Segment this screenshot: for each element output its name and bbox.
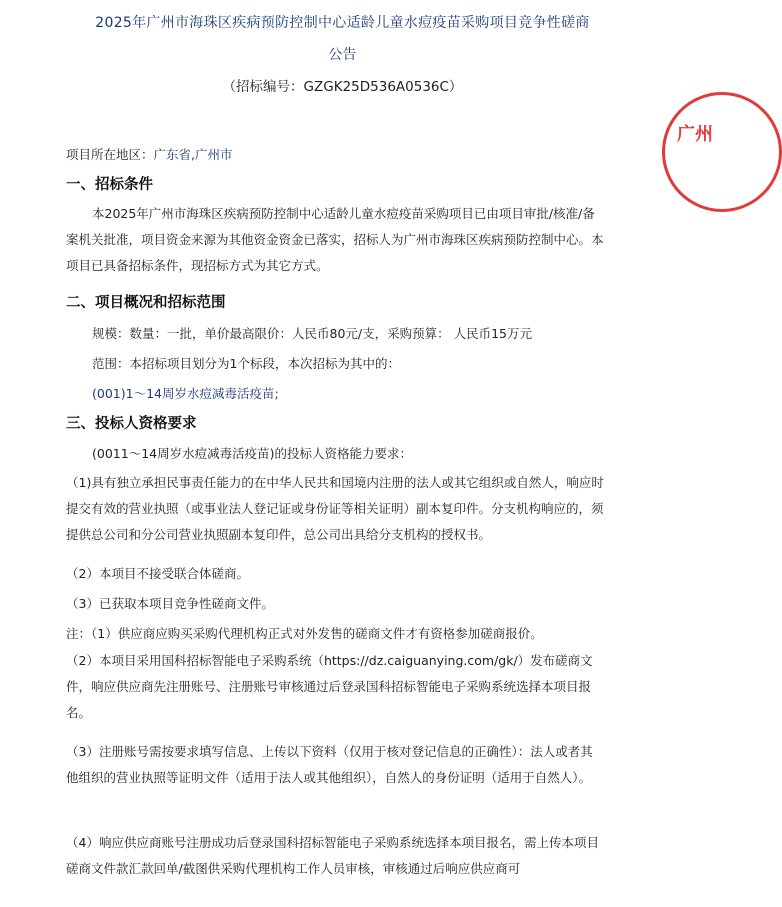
tender-number: （招标编号：GZGK25D536A0536C） [222,79,463,95]
location-value: 广东省,广州市 [153,147,233,162]
note-3: （3）注册账号需按要求填写信息、上传以下资料（仅用于核对登记信息的正确性）：法人或者其他组织的营业执照等证明文件（适用于法人或其他组织），自然人的身份证明（适用于自然人）。 [66,744,593,785]
section3-heading: 三、投标人资格要求 [66,416,197,432]
official-seal [662,92,782,212]
note-4: （4）响应供应商账号注册成功后登录国科招标智能电子采购系统选择本项目报名，需上传本项目磋商文件款汇款回单/截图供采购代理机构工作人员审核，审核通过后响应供应商可 [66,835,599,876]
requirements-intro: (0011～14周岁水痘减毒活疫苗)的投标人资格能力要求： [92,446,412,461]
note-2: （2）本项目采用国科招标智能电子采购系统（https://dz.caiguanying.com/gk/）发布磋商文件，响应供应商先注册账号、注册账号审核通过后登录国科招标智能电子采购系统选择本项目报名。 [66,653,593,720]
location-row [66,145,233,163]
location-label: 项目所在地区： [66,147,154,162]
lot-line: (001)1～14周岁水痘减毒活疫苗; [92,386,279,401]
section1-heading: 一、招标条件 [66,177,153,193]
note-1: 注：（1）供应商应购买采购代理机构正式对外发售的磋商文件才有资格参加磋商报价。 [66,626,543,641]
requirement-2: （2）本项目不接受联合体磋商。 [66,566,249,581]
section1-paragraph: 本2025年广州市海珠区疾病预防控制中心适龄儿童水痘疫苗采购项目已由项目审批/核准/备案机关批准，项目资金来源为其他资金资金已落实，招标人为广州市海珠区疾病预防控制中心。本项目已具备招标条件，现招标方式为其它方式。 [66,206,604,273]
scale-line: 规模：数量：一批，单价最高限价：人民币80元/支，采购预算： 人民币15万元 [92,326,532,341]
requirement-3: （3）已获取本项目竞争性磋商文件。 [66,596,274,611]
section2-heading: 二、项目概况和招标范围 [66,295,226,311]
scope-line: 范围：本招标项目划分为1个标段，本次招标为其中的： [92,356,400,371]
title-line-1: 2025年广州市海珠区疾病预防控制中心适龄儿童水痘疫苗采购项目竞争性磋商 [95,15,590,31]
seal-text: 广州 [677,124,713,145]
title-line-2: 公告 [328,47,357,63]
requirement-1: （1)具有独立承担民事责任能力的在中华人民共和国境内注册的法人或其它组织或自然人，响应时提交有效的营业执照（或事业法人登记证或身份证等相关证明）副本复印件。分支机构响应的，须提供总公司和分公司营业执照副本复印件，总公司出具给分支机构的授权书。 [66,475,604,542]
